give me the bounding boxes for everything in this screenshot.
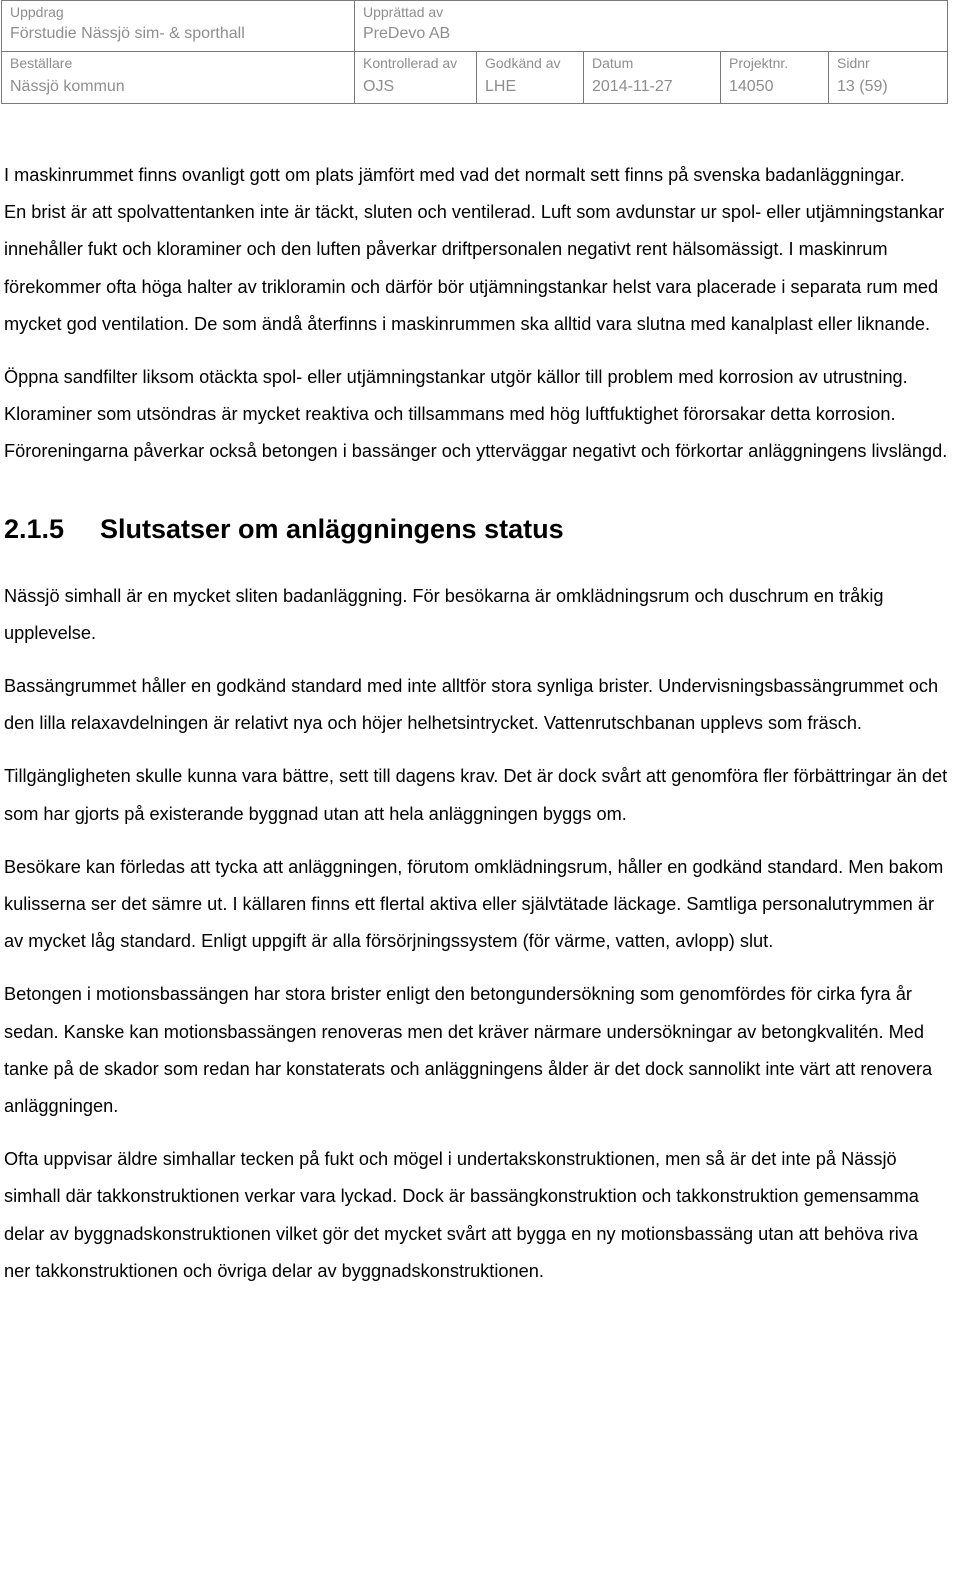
datum-cell	[583, 52, 720, 104]
paragraph-tank-ventilation: En brist är att spolvattentanken inte är täckt, sluten och ventilerad. Luft som avdunstar ur spol- eller utjämningstankar innehåller fukt och kloraminer och den luften påverkar driftpersonalen negativt rent hälsomässigt. I maskinrum förekommer ofta höga halter av trikloramin och därför bör utjämningstankar helst vara placerade i separata rum med mycket god ventilation. De som ändå återfinns i maskinrummen ska alltid vara slutna med kanalplast eller liknande.	[4, 202, 945, 334]
upprattad-label: Upprättad av	[363, 4, 444, 20]
paragraph-visitors: Besökare kan förledas att tycka att anläggningen, förutom omklädningsrum, håller en godkänd standard. Men bakom kulisserna ser det sämre ut. I källaren finns ett flertal aktiva eller självtätade läckage. Samtliga personalutrymmen är av mycket låg standard. Enligt uppgift är alla försörjningssystem (för värme, vatten, avlopp) slut.	[4, 856, 944, 952]
upprattad-cell	[354, 1, 947, 51]
document-header-table	[1, 0, 948, 104]
paragraph-machine-room: I maskinrummet finns ovanligt gott om plats jämfört med vad det normalt sett finns på svenska badanläggningar.	[4, 165, 905, 185]
datum-label: Datum	[592, 55, 634, 71]
godkand-label: Godkänd av	[485, 55, 561, 71]
bestallare-label: Beställare	[10, 55, 73, 71]
kontrollerad-value: OJS	[363, 78, 395, 95]
paragraph-concrete: Betongen i motionsbassängen har stora brister enligt den betongundersökning som genomfördes för cirka fyra år sedan. Kanske kan motionsbassängen renoveras men det kräver närmare undersökningar av betongkvalitén. Med tanke på de skador som redan har konstaterats och anläggningens ålder är det dock sannolikt inte värt att renovera anläggningen.	[4, 984, 933, 1117]
paragraph-corrosion: Öppna sandfilter liksom otäckta spol- eller utjämningstankar utgör källor till problem med korrosion av utrustning. Kloraminer som utsöndras är mycket reaktiva och tillsammans med hög luftfuktighet förorsakar detta korrosion. Föroreningarna påverkar också betongen i bassänger och ytterväggar negativt och förkortar anläggningens livslängd.	[4, 367, 948, 462]
upprattad-value: PreDevo AB	[363, 25, 451, 42]
uppdrag-label: Uppdrag	[10, 4, 64, 20]
header-row-1	[2, 1, 947, 52]
sidnr-cell	[828, 52, 947, 104]
paragraph-accessibility: Tillgängligheten skulle kunna vara bättre, sett till dagens krav. Det är dock svårt att genomföra fler förbättringar än det som har gjorts på existerande byggnad utan att hela anläggningen byggs om.	[4, 766, 948, 824]
projektnr-cell	[720, 52, 828, 104]
header-row-2	[2, 52, 947, 104]
kontrollerad-label: Kontrollerad av	[363, 55, 458, 71]
paragraph-pool-room: Bassängrummet håller en godkänd standard med inte alltför stora synliga brister. Undervisningsbassängrummet och den lilla relaxavdelningen är relativt nya och höjer helhetsintrycket. Vattenrutschbanan upplevs som fräsch.	[4, 676, 939, 734]
sidnr-label: Sidnr	[837, 55, 870, 71]
bestallare-cell	[2, 52, 354, 104]
projektnr-value: 14050	[729, 78, 774, 95]
projektnr-label: Projektnr.	[729, 55, 789, 71]
section-title: Slutsatser om anläggningens status	[100, 513, 564, 544]
document-body	[4, 157, 949, 1290]
paragraph-worn-facility: Nässjö simhall är en mycket sliten badanläggning. För besökarna är omklädningsrum och duschrum en tråkig upplevelse.	[4, 585, 884, 643]
uppdrag-value: Förstudie Nässjö sim- & sporthall	[10, 25, 245, 42]
kontrollerad-cell	[354, 52, 476, 104]
godkand-cell	[476, 52, 583, 104]
bestallare-value: Nässjö kommun	[10, 78, 125, 95]
sidnr-value: 13 (59)	[837, 78, 888, 95]
uppdrag-cell	[2, 1, 354, 51]
section-heading	[4, 511, 949, 548]
section-number: 2.1.5	[4, 513, 65, 544]
godkand-value: LHE	[485, 78, 517, 95]
datum-value: 2014-11-27	[592, 78, 673, 95]
paragraph-roof-construction: Ofta uppvisar äldre simhallar tecken på fukt och mögel i undertakskonstruktionen, men så är det inte på Nässjö simhall där takkonstruktionen verkar vara lyckad. Dock är bassängkonstruktion och takkonstruktion gemensamma delar av byggnadskonstruktionen vilket gör det mycket svårt att bygga en ny motionsbassäng utan att behöva riva ner takkonstruktionen och övriga delar av byggnadskonstruktionen.	[4, 1149, 919, 1281]
